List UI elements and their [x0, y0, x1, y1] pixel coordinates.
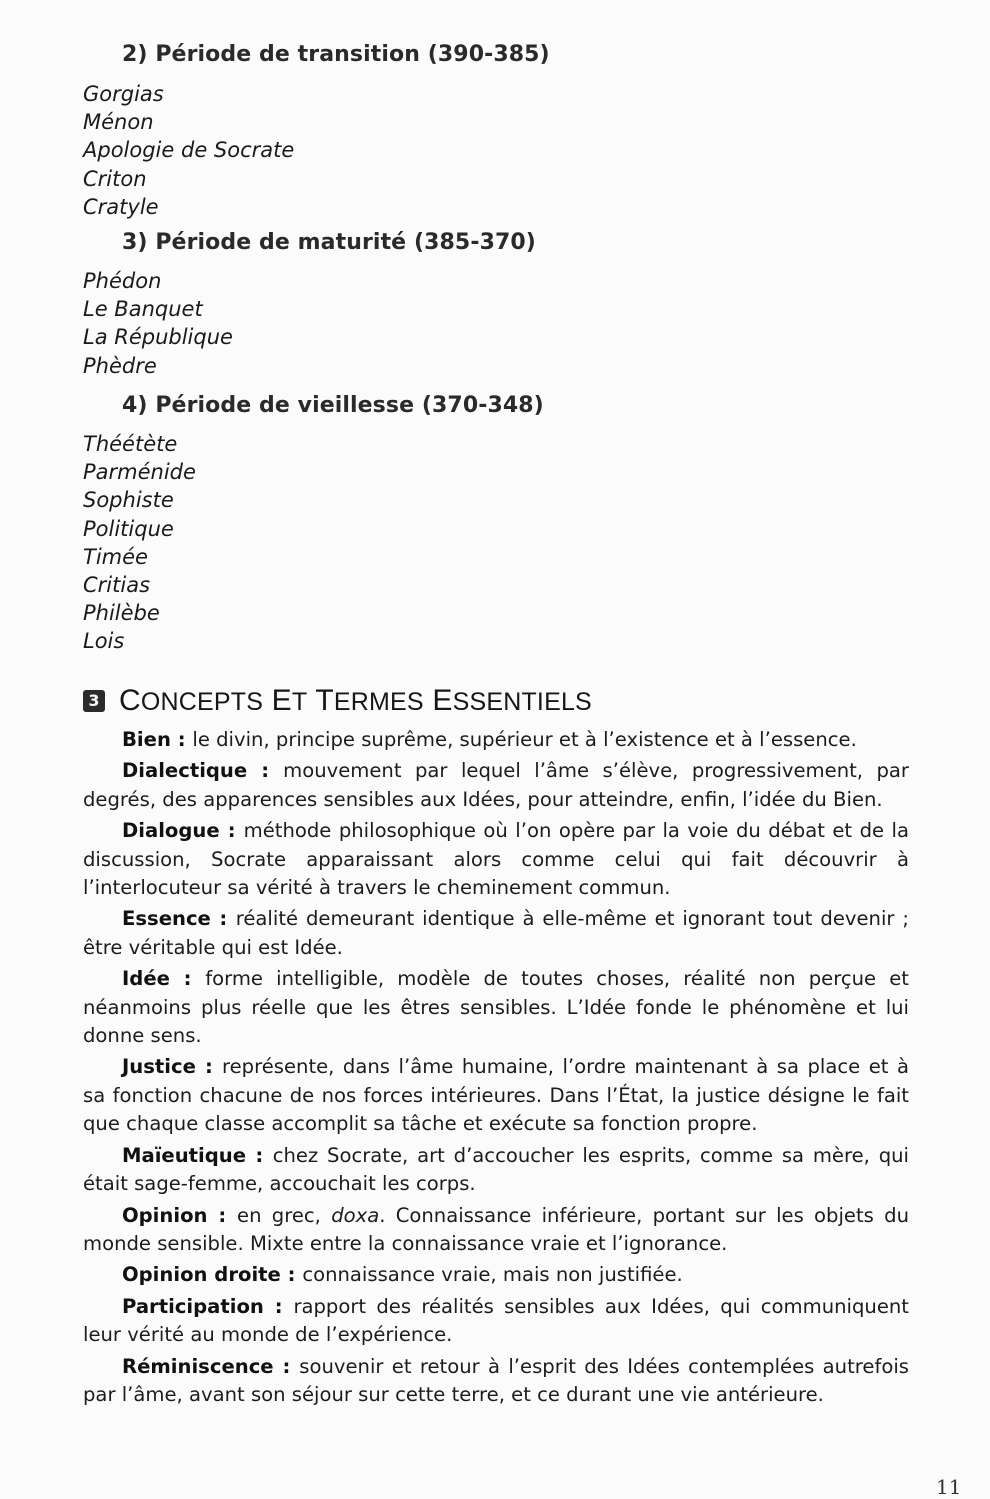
glossary-term: Bien	[122, 728, 171, 751]
glossary-entry-essence: Essence : réalité demeurant identique à elle-même et ignorant tout devenir ; être véritable qui est Idée.	[83, 907, 910, 959]
glossary-definition: souvenir et retour à l’esprit des Idées contemplées autrefois par l’âme, avant son séjour sur cette terre, et ce durant une vie antérieure.	[83, 1354, 909, 1406]
works-list-maturite	[83, 267, 233, 380]
period-heading-maturite: 3) Période de maturité (385-370)	[122, 230, 536, 255]
work-title: Parménide	[83, 460, 196, 485]
glossary-entry-dialogue: Dialogue : méthode philosophique où l’on opère par la voie du débat et de la discussion, Socrate apparaissant alors comme celui qui fait découvrir à l’interlocuteur sa vérité à travers le cheminement commun.	[83, 819, 909, 900]
glossary-term: Maïeutique	[122, 1143, 247, 1167]
glossary-term: Opinion droite	[122, 1263, 281, 1287]
glossary-definition: forme intelligible, modèle de toutes choses, réalité non perçue et néanmoins plus réelle que les êtres sensibles. L’Idée fonde le phénomène et lui donne sens.	[83, 967, 909, 1048]
glossary-entry-bien: Bien : le divin, principe suprême, supérieur et à l’existence et à l’essence.	[122, 728, 857, 751]
greek-term: doxa	[331, 1203, 380, 1227]
glossary-definition: représente, dans l’âme humaine, l’ordre maintenant à sa place et à sa fonction chacune de nos forces intérieures. Dans l’État, la justice désigne le fait que chaque classe accomplit sa tâche et exécute sa fonction propre.	[83, 1055, 909, 1136]
glossary-term: Essence	[122, 907, 211, 931]
glossary-term: Dialectique	[122, 759, 248, 783]
work-title: Ménon	[83, 110, 154, 135]
glossary-entry-idee: Idée : forme intelligible, modèle de toutes choses, réalité non perçue et néanmoins plus réelle que les êtres sensibles. L’Idée fonde le phénomène et lui donne sens.	[83, 967, 909, 1048]
glossary-term: Justice	[122, 1055, 196, 1079]
work-title: Cratyle	[83, 194, 159, 219]
work-title: Sophiste	[83, 488, 174, 513]
glossary-entry-justice: Justice : représente, dans l’âme humaine, l’ordre maintenant à sa place et à sa fonction chacune de nos forces intérieures. Dans l’État, la justice désigne le fait que chaque classe accomplit sa tâche et exécute sa fonction propre.	[83, 1055, 909, 1136]
glossary-definition: le divin, principe suprême, supérieur et à l’existence et à l’essence.	[192, 728, 857, 751]
glossary-entry-opinion-droite: Opinion droite : connaissance vraie, mais non justifiée.	[122, 1263, 683, 1287]
work-title: Théétète	[83, 432, 178, 456]
glossary-definition: méthode philosophique où l’on opère par la voie du débat et de la discussion, Socrate apparaissant alors comme celui qui fait découvrir à l’interlocuteur sa vérité à travers le cheminement commun.	[83, 819, 909, 900]
glossary-definition: chez Socrate, art d’accoucher les esprits, comme sa mère, qui était sage-femme, accouchait les corps.	[83, 1143, 910, 1196]
works-list-transition	[83, 80, 294, 221]
glossary-definition: rapport des réalités sensibles aux Idées, qui communiquent leur vérité au monde de l’expérience.	[83, 1294, 909, 1347]
glossary-definition: réalité demeurant identique à elle-même et ignorant tout devenir ; être véritable qui est Idée.	[83, 907, 910, 959]
section-title-text: CONCEPTS ET TERMES ESSENTIELS	[119, 684, 592, 717]
period-heading-vieillesse: 4) Période de vieillesse (370-348)	[122, 393, 544, 418]
work-title: Gorgias	[83, 82, 164, 106]
work-title: Criton	[83, 166, 147, 191]
work-title: La République	[83, 325, 233, 350]
work-title: Apologie de Socrate	[83, 138, 295, 163]
work-title: Le Banquet	[83, 297, 203, 322]
glossary-entry-participation: Participation : rapport des réalités sensibles aux Idées, qui communiquent leur vérité au monde de l’expérience.	[83, 1294, 909, 1347]
work-title: Phédon	[83, 269, 162, 293]
glossary-term: Réminiscence	[122, 1354, 274, 1378]
glossary-definition: connaissance vraie, mais non justifiée.	[302, 1263, 683, 1287]
work-title: Phèdre	[83, 353, 157, 378]
glossary-entry-reminiscence: Réminiscence : souvenir et retour à l’esprit des Idées contemplées autrefois par l’âme, avant son séjour sur cette terre, et ce durant une vie antérieure.	[83, 1354, 909, 1406]
glossary-term: Participation	[122, 1294, 264, 1318]
work-title: Lois	[83, 629, 125, 654]
glossary-term: Idée	[122, 967, 170, 991]
page-number: 11	[936, 1475, 962, 1499]
glossary-term: Opinion	[122, 1203, 208, 1227]
glossary-entry-dialectique: Dialectique : mouvement par lequel l’âme s’élève, progressivement, par degrés, des apparences sensibles aux Idées, pour atteindre, enfin, l’idée du Bien.	[83, 759, 909, 811]
section-number-badge: 3	[83, 690, 105, 712]
works-list-vieillesse	[83, 430, 196, 656]
section-title	[119, 684, 592, 718]
work-title: Philèbe	[83, 601, 160, 626]
work-title: Timée	[83, 544, 148, 569]
glossary-entry-maieutique: Maïeutique : chez Socrate, art d’accoucher les esprits, comme sa mère, qui était sage-femme, accouchait les corps.	[83, 1143, 910, 1196]
section-heading	[83, 684, 592, 718]
glossary-definition: mouvement par lequel l’âme s’élève, progressivement, par degrés, des apparences sensibles aux Idées, pour atteindre, enfin, l’idée du Bien.	[83, 759, 909, 811]
glossary-term: Dialogue	[122, 819, 220, 843]
work-title: Critias	[83, 573, 151, 598]
work-title: Politique	[83, 516, 174, 541]
glossary-definition: en grec, doxa. Connaissance inférieure, portant sur les objets du monde sensible. Mixte entre la connaissance vraie et l’ignorance.	[83, 1203, 909, 1255]
period-heading-transition: 2) Période de transition (390-385)	[122, 42, 550, 67]
glossary-entry-opinion: Opinion : en grec, doxa. Connaissance inférieure, portant sur les objets du monde sensible. Mixte entre la connaissance vraie et l’ignorance.	[83, 1203, 909, 1255]
glossary	[83, 726, 909, 1412]
